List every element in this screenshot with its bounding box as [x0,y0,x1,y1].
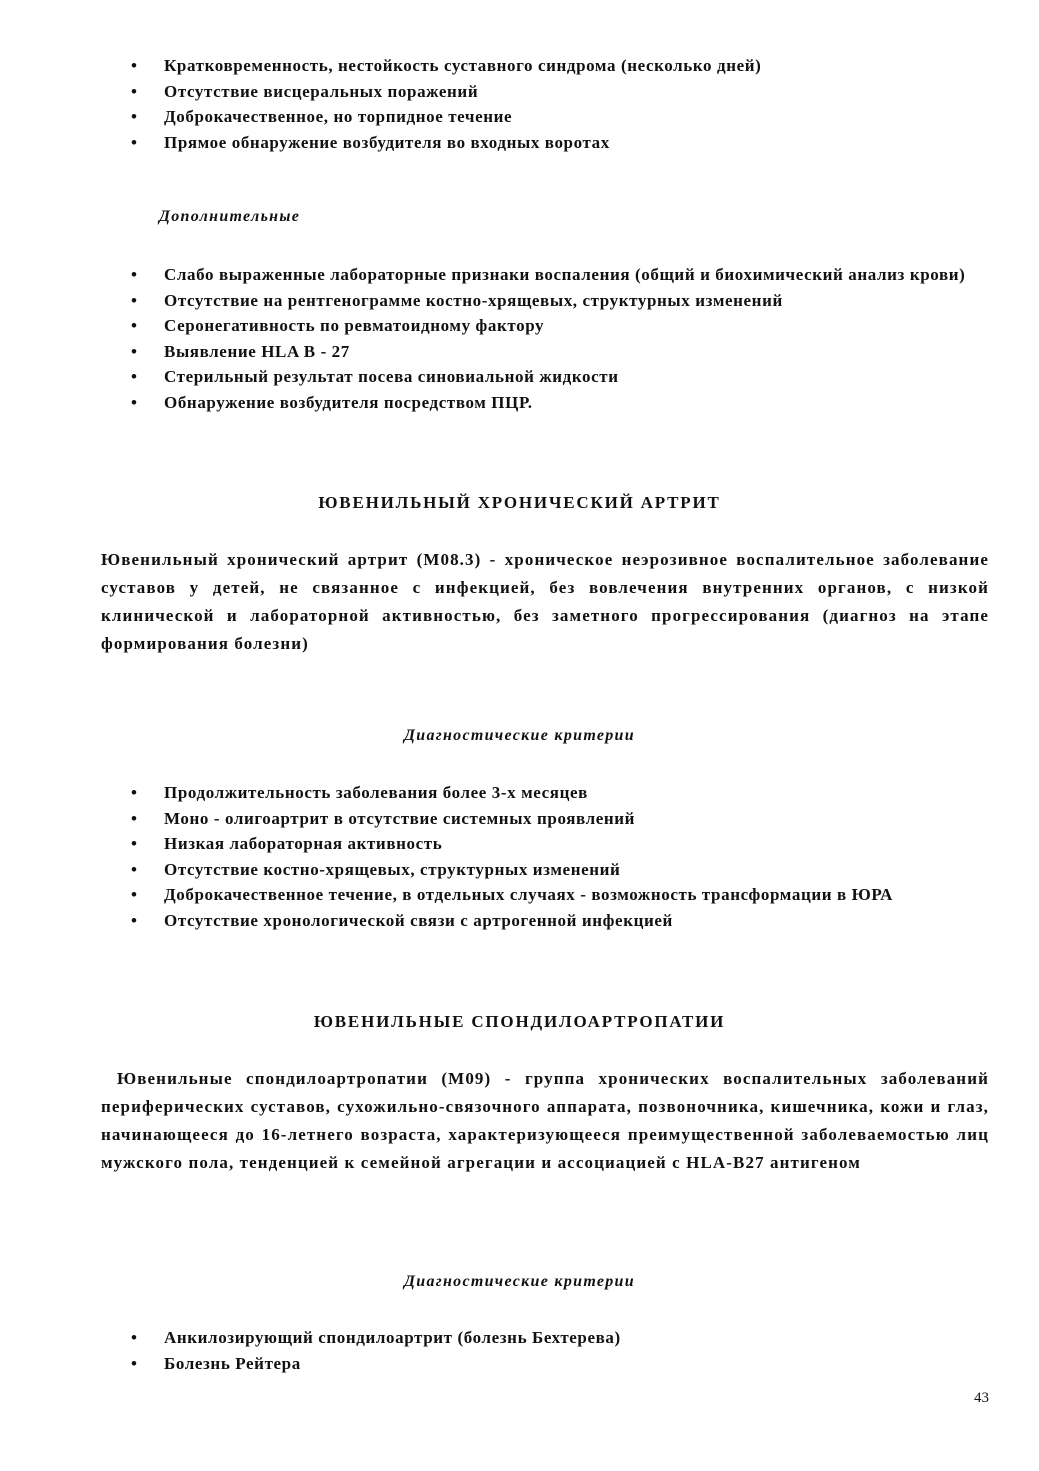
list-item: • Прямое обнаружение возбудителя во входных воротах [101,130,991,156]
list-item: • Кратковременность, нестойкость суставного синдрома (несколько дней) [101,53,991,79]
bullet-icon: • [131,808,138,828]
list-item: • Обнаружение возбудителя посредством ПЦР. [101,390,991,416]
section-heading-juvenile-spondyloarthropathies: ЮВЕНИЛЬНЫЕ СПОНДИЛОАРТРОПАТИИ [313,1012,726,1031]
bullet-list-diagnostic-criteria [101,780,991,933]
list-item: • Продолжительность заболевания более 3-х месяцев [101,780,991,806]
subheading-additional: Дополнительные [159,208,301,225]
bullet-icon: • [131,834,138,853]
list-item: • Серонегативность по ревматоидному фактору [101,313,991,339]
bullet-list-main-criteria [101,53,991,155]
bullet-icon: • [131,132,138,152]
bullet-icon: • [131,367,138,386]
list-item: • Болезнь Рейтера [101,1351,991,1377]
bullet-icon: • [131,1328,138,1347]
bullet-icon: • [131,290,138,310]
bullet-icon: • [131,392,138,412]
list-item: • Слабо выраженные лабораторные признаки воспаления (общий и биохимический анализ крови) [101,262,991,288]
list-item: • Отсутствие костно-хрящевых, структурных изменений [101,857,991,883]
list-item: • Отсутствие на рентгенограмме костно-хрящевых, структурных изменений [101,288,991,314]
list-item: • Доброкачественное течение, в отдельных случаях - возможность трансформации в ЮРА [101,882,991,908]
list-item: • Низкая лабораторная активность [101,831,991,857]
bullet-icon: • [131,107,138,126]
bullet-icon: • [131,1353,138,1373]
bullet-icon: • [131,885,138,904]
list-item: • Доброкачественное, но торпидное течение [101,104,991,130]
subheading-diagnostic-criteria-2: Диагностические критерии [404,1273,635,1290]
bullet-list-additional [101,262,991,415]
section-heading-juvenile-chronic-arthritis: ЮВЕНИЛЬНЫЙ ХРОНИЧЕСКИЙ АРТРИТ [318,493,721,512]
bullet-list-spondylo-criteria [101,1325,991,1376]
bullet-icon: • [131,56,138,75]
bullet-icon: • [131,859,138,879]
list-item: • Отсутствие висцеральных поражений [101,79,991,105]
bullet-icon: • [131,316,138,335]
paragraph-definition: Ювенильный хронический артрит (М08.3) - хроническое неэрозивное воспалительное заболевание суставов у детей, не связанное с инфекцией, без вовлечения внутренних органов, с низкой клинической и лабораторной активностью, без заметного прогрессирования (диагноз на этапе формирования болезни) [101,550,989,653]
paragraph-spondyloarthropathies: Ювенильные спондилоартропатии (М09) - группа хронических воспалительных заболеваний периферических суставов, сухожильно-связочного аппарата, позвоночника, кишечника, кожи и глаз, начинающееся до 16-летнего возраста, характеризующееся преимущественной заболеваемостью лиц мужского пола, тенденцией к семейной агрегации и ассоциацией с HLA-B27 антигеном [101,1069,989,1172]
bullet-icon: • [131,265,138,284]
list-item: • Отсутствие хронологической связи с артрогенной инфекцией [101,908,991,934]
page-number: 43 [974,1390,989,1406]
bullet-icon: • [131,81,138,101]
subheading-diagnostic-criteria: Диагностические критерии [404,727,635,744]
bullet-icon: • [131,783,138,802]
bullet-icon: • [131,910,138,930]
list-item: • Выявление HLA B - 27 [101,339,991,365]
bullet-icon: • [131,341,138,361]
list-item: • Анкилозирующий спондилоартрит (болезнь Бехтерева) [101,1325,991,1351]
list-item: • Моно - олигоартрит в отсутствие системных проявлений [101,806,991,832]
list-item: • Стерильный результат посева синовиальной жидкости [101,364,991,390]
